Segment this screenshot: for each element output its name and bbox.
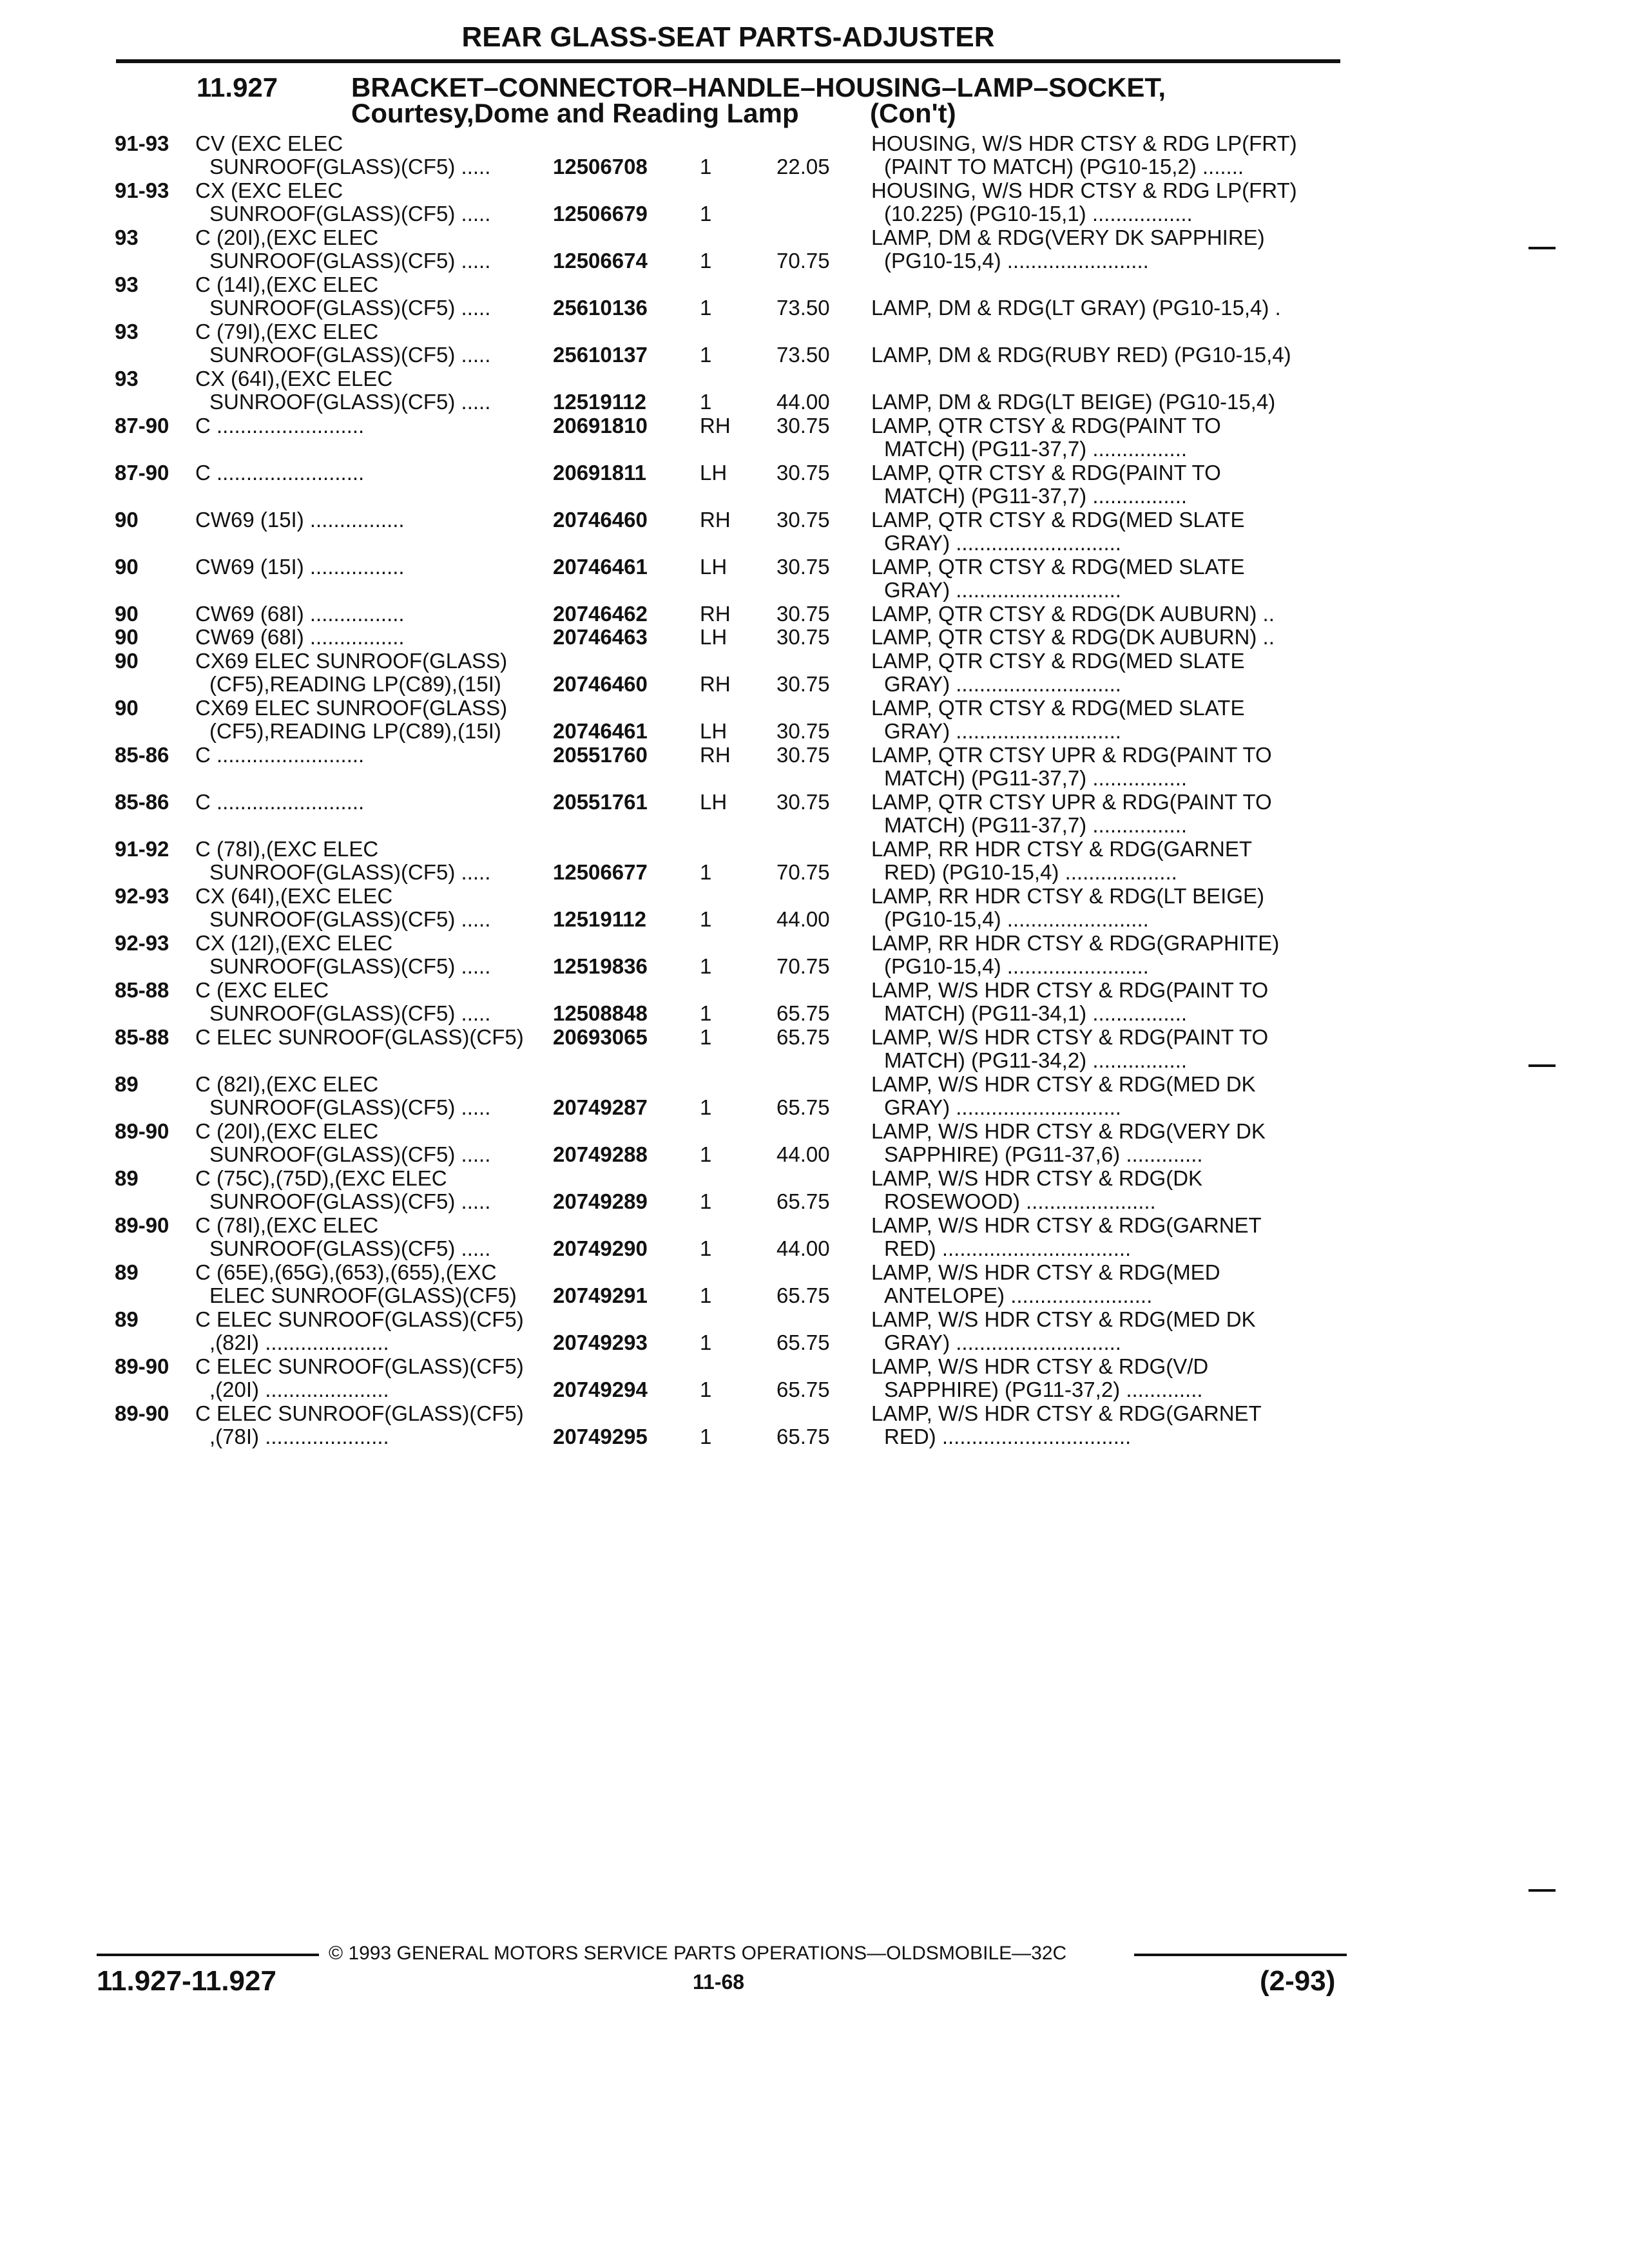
model-application-continued: ,(82I) ..................... xyxy=(209,1331,389,1354)
model-application-continued: SUNROOF(GLASS)(CF5) ..... xyxy=(209,860,491,884)
part-description: LAMP, W/S HDR CTSY & RDG(VERY DK xyxy=(871,1119,1266,1143)
model-year: 90 xyxy=(115,696,139,720)
entry-row-continued xyxy=(0,249,1629,273)
part-description: LAMP, RR HDR CTSY & RDG(GARNET xyxy=(871,837,1253,861)
model-application: CW69 (68I) ................ xyxy=(195,625,405,649)
part-description-continued: MATCH) (PG11-37,7) ................ xyxy=(884,766,1188,790)
model-application: C ELEC SUNROOF(GLASS)(CF5) xyxy=(195,1307,524,1331)
model-year: 85-86 xyxy=(115,790,169,814)
entry-row xyxy=(0,744,1629,767)
part-description-continued: GRAY) ............................ xyxy=(884,578,1121,602)
model-application: CX (64I),(EXC ELEC xyxy=(195,884,393,908)
model-year: 89-90 xyxy=(115,1119,169,1143)
part-description: LAMP, W/S HDR CTSY & RDG(PAINT TO xyxy=(871,978,1269,1002)
quantity: 1 xyxy=(700,390,712,414)
entry-row xyxy=(0,1308,1629,1331)
part-number: 20749295 xyxy=(553,1425,648,1448)
model-year: 89 xyxy=(115,1307,139,1331)
price: 30.75 xyxy=(776,414,830,437)
part-description-continued: GRAY) ............................ xyxy=(884,531,1121,555)
entry-row xyxy=(0,414,1629,437)
part-number: 12508848 xyxy=(553,1001,648,1025)
entry-row-continued xyxy=(0,579,1629,602)
page-header xyxy=(116,19,1340,63)
quantity: 1 xyxy=(700,1378,712,1401)
footer-copyright: © 1993 GENERAL MOTORS SERVICE PARTS OPERATIONS—OLDSMOBILE—32C xyxy=(329,1943,1067,1964)
part-description-continued: GRAY) ............................ xyxy=(884,672,1121,696)
entry-row-continued xyxy=(0,437,1629,461)
part-description: LAMP, W/S HDR CTSY & RDG(DK xyxy=(871,1166,1203,1190)
model-year: 89-90 xyxy=(115,1354,169,1378)
price: 65.75 xyxy=(776,1189,830,1213)
part-description-continued: RED) ................................ xyxy=(884,1425,1132,1448)
section-number: 11.927 xyxy=(197,72,278,102)
part-number: 20693065 xyxy=(553,1025,648,1049)
quantity: RH xyxy=(700,602,731,626)
part-number: 20746462 xyxy=(553,602,648,626)
quantity: 1 xyxy=(700,296,712,320)
entry-row-continued xyxy=(0,1190,1629,1213)
model-year: 85-88 xyxy=(115,1025,169,1049)
entry-row xyxy=(0,932,1629,955)
margin-mark xyxy=(1528,247,1556,249)
entry-row xyxy=(0,838,1629,861)
entry-row xyxy=(0,179,1629,202)
model-application: CX69 ELEC SUNROOF(GLASS) xyxy=(195,696,508,720)
model-application-continued: ,(78I) ..................... xyxy=(209,1425,389,1448)
model-year: 90 xyxy=(115,625,139,649)
part-number: 12506674 xyxy=(553,249,648,273)
quantity: RH xyxy=(700,672,731,696)
model-application: C (78I),(EXC ELEC xyxy=(195,837,379,861)
part-description: HOUSING, W/S HDR CTSY & RDG LP(FRT) xyxy=(871,178,1297,202)
entry-row-continued xyxy=(0,155,1629,178)
page-title: REAR GLASS-SEAT PARTS-ADJUSTER xyxy=(461,21,995,53)
model-year: 93 xyxy=(115,320,139,343)
quantity: 1 xyxy=(700,1236,712,1260)
quantity: LH xyxy=(700,790,728,814)
model-application: C (75C),(75D),(EXC ELEC xyxy=(195,1166,447,1190)
part-number: 20749287 xyxy=(553,1095,648,1119)
model-year: 91-93 xyxy=(115,178,169,202)
quantity: 1 xyxy=(700,860,712,884)
part-description-continued: (10.225) (PG10-15,1) ................. xyxy=(884,202,1193,226)
price: 30.75 xyxy=(776,461,830,485)
model-application-continued: SUNROOF(GLASS)(CF5) ..... xyxy=(209,390,491,414)
part-description: LAMP, QTR CTSY & RDG(DK AUBURN) .. xyxy=(871,602,1275,626)
part-description: LAMP, W/S HDR CTSY & RDG(GARNET xyxy=(871,1213,1262,1237)
model-application: C (14I),(EXC ELEC xyxy=(195,273,379,296)
model-application-continued: SUNROOF(GLASS)(CF5) ..... xyxy=(209,1095,491,1119)
part-description-continued: ANTELOPE) ........................ xyxy=(884,1283,1153,1307)
part-description: LAMP, QTR CTSY & RDG(MED SLATE xyxy=(871,508,1245,532)
entry-row xyxy=(0,320,1629,343)
section-title-line2: Courtesy,Dome and Reading Lamp xyxy=(351,98,799,128)
part-description: LAMP, W/S HDR CTSY & RDG(PAINT TO xyxy=(871,1025,1269,1049)
part-description: LAMP, W/S HDR CTSY & RDG(MED DK xyxy=(871,1307,1256,1331)
part-description: LAMP, W/S HDR CTSY & RDG(MED xyxy=(871,1260,1220,1284)
model-application: C ......................... xyxy=(195,790,365,814)
price: 65.75 xyxy=(776,1095,830,1119)
quantity: RH xyxy=(700,508,731,532)
quantity: 1 xyxy=(700,1142,712,1166)
entry-row xyxy=(0,1214,1629,1237)
quantity: LH xyxy=(700,625,728,649)
part-number: 20746463 xyxy=(553,625,648,649)
model-year: 93 xyxy=(115,226,139,249)
part-description-continued: MATCH) (PG11-34,2) ................ xyxy=(884,1048,1188,1072)
part-number: 20749294 xyxy=(553,1378,648,1401)
model-application: CX69 ELEC SUNROOF(GLASS) xyxy=(195,649,508,673)
model-year: 90 xyxy=(115,555,139,579)
model-application-continued: SUNROOF(GLASS)(CF5) ..... xyxy=(209,1189,491,1213)
footer-rule-right xyxy=(1134,1954,1347,1956)
part-number: 20749289 xyxy=(553,1189,648,1213)
part-description: LAMP, QTR CTSY & RDG(DK AUBURN) .. xyxy=(871,625,1275,649)
entry-row xyxy=(0,649,1629,673)
price: 65.75 xyxy=(776,1283,830,1307)
model-application: C ......................... xyxy=(195,743,365,767)
price: 30.75 xyxy=(776,555,830,579)
model-application-continued: SUNROOF(GLASS)(CF5) ..... xyxy=(209,249,491,273)
model-year: 89-90 xyxy=(115,1213,169,1237)
model-application-continued: SUNROOF(GLASS)(CF5) ..... xyxy=(209,1001,491,1025)
model-application: CX (64I),(EXC ELEC xyxy=(195,367,393,390)
model-application-continued: SUNROOF(GLASS)(CF5) ..... xyxy=(209,1142,491,1166)
price: 65.75 xyxy=(776,1001,830,1025)
entry-row xyxy=(0,979,1629,1002)
quantity: RH xyxy=(700,743,731,767)
footer-section-range: 11.927-11.927 xyxy=(97,1965,276,1997)
model-application-continued: (CF5),READING LP(C89),(15I) xyxy=(209,672,501,696)
entry-row xyxy=(0,226,1629,249)
price: 73.50 xyxy=(776,343,830,367)
entry-row xyxy=(0,555,1629,579)
part-description-continued: LAMP, DM & RDG(LT GRAY) (PG10-15,4) . xyxy=(871,296,1281,320)
model-application: C ......................... xyxy=(195,461,365,485)
model-year: 85-88 xyxy=(115,978,169,1002)
quantity: 1 xyxy=(700,1425,712,1448)
entry-row-continued xyxy=(0,1049,1629,1072)
quantity: LH xyxy=(700,461,728,485)
price: 70.75 xyxy=(776,860,830,884)
part-number: 20749290 xyxy=(553,1236,648,1260)
entry-row xyxy=(0,461,1629,485)
part-number: 20749288 xyxy=(553,1142,648,1166)
price: 70.75 xyxy=(776,954,830,978)
quantity: 1 xyxy=(700,202,712,226)
model-year: 87-90 xyxy=(115,461,169,485)
entry-row xyxy=(0,367,1629,390)
entry-row xyxy=(0,602,1629,626)
entry-row xyxy=(0,697,1629,720)
model-application: C (65E),(65G),(653),(655),(EXC xyxy=(195,1260,497,1284)
quantity: 1 xyxy=(700,343,712,367)
model-year: 91-93 xyxy=(115,131,169,155)
row-spacer xyxy=(0,1448,1629,1449)
model-application: C (79I),(EXC ELEC xyxy=(195,320,379,343)
quantity: 1 xyxy=(700,907,712,931)
entry-row-continued xyxy=(0,532,1629,555)
model-year: 92-93 xyxy=(115,931,169,955)
part-number: 20746461 xyxy=(553,555,648,579)
part-description-continued: (PAINT TO MATCH) (PG10-15,2) ....... xyxy=(884,155,1244,178)
model-year: 93 xyxy=(115,367,139,390)
part-description: LAMP, RR HDR CTSY & RDG(GRAPHITE) xyxy=(871,931,1280,955)
part-description: LAMP, QTR CTSY & RDG(MED SLATE xyxy=(871,696,1245,720)
entry-row-continued xyxy=(0,955,1629,978)
quantity: 1 xyxy=(700,1189,712,1213)
model-year: 91-92 xyxy=(115,837,169,861)
parts-list xyxy=(0,132,1629,1449)
part-number: 25610137 xyxy=(553,343,648,367)
price: 30.75 xyxy=(776,602,830,626)
part-description-continued: LAMP, DM & RDG(LT BEIGE) (PG10-15,4) xyxy=(871,390,1276,414)
model-application-continued: SUNROOF(GLASS)(CF5) ..... xyxy=(209,907,491,931)
model-year: 90 xyxy=(115,508,139,532)
price: 65.75 xyxy=(776,1425,830,1448)
model-application: C (20I),(EXC ELEC xyxy=(195,1119,379,1143)
model-application: C ......................... xyxy=(195,414,365,437)
quantity: 1 xyxy=(700,155,712,178)
part-number: 25610136 xyxy=(553,296,648,320)
part-description-continued: (PG10-15,4) ........................ xyxy=(884,954,1149,978)
part-description-continued: SAPPHIRE) (PG11-37,2) ............. xyxy=(884,1378,1203,1401)
part-number: 20691811 xyxy=(553,461,647,485)
part-description-continued: SAPPHIRE) (PG11-37,6) ............. xyxy=(884,1142,1203,1166)
part-number: 20749291 xyxy=(553,1283,648,1307)
part-description: LAMP, W/S HDR CTSY & RDG(MED DK xyxy=(871,1072,1256,1096)
model-year: 89 xyxy=(115,1260,139,1284)
model-year: 89-90 xyxy=(115,1401,169,1425)
part-description: LAMP, QTR CTSY & RDG(MED SLATE xyxy=(871,555,1245,579)
model-application: C ELEC SUNROOF(GLASS)(CF5) xyxy=(195,1401,524,1425)
part-description-continued: LAMP, DM & RDG(RUBY RED) (PG10-15,4) xyxy=(871,343,1291,367)
part-description: LAMP, W/S HDR CTSY & RDG(GARNET xyxy=(871,1401,1262,1425)
model-application-continued: SUNROOF(GLASS)(CF5) ..... xyxy=(209,343,491,367)
price: 30.75 xyxy=(776,672,830,696)
part-description: LAMP, QTR CTSY UPR & RDG(PAINT TO xyxy=(871,743,1272,767)
footer-rule-left xyxy=(97,1954,319,1956)
model-application: C (20I),(EXC ELEC xyxy=(195,226,379,249)
entry-row xyxy=(0,791,1629,814)
footer-page-number: 11-68 xyxy=(693,1970,745,1994)
part-description-continued: GRAY) ............................ xyxy=(884,1331,1121,1354)
part-number: 20551760 xyxy=(553,743,648,767)
model-year: 93 xyxy=(115,273,139,296)
price: 44.00 xyxy=(776,1142,830,1166)
price: 30.75 xyxy=(776,508,830,532)
part-description-continued: MATCH) (PG11-37,7) ................ xyxy=(884,484,1188,508)
model-application: C ELEC SUNROOF(GLASS)(CF5) xyxy=(195,1354,524,1378)
model-application-continued: ELEC SUNROOF(GLASS)(CF5) xyxy=(209,1283,517,1307)
part-description: LAMP, QTR CTSY UPR & RDG(PAINT TO xyxy=(871,790,1272,814)
price: 22.05 xyxy=(776,155,830,178)
part-description: LAMP, DM & RDG(VERY DK SAPPHIRE) xyxy=(871,226,1265,249)
price: 30.75 xyxy=(776,625,830,649)
part-description-continued: GRAY) ............................ xyxy=(884,1095,1121,1119)
quantity: LH xyxy=(700,555,728,579)
part-number: 20691810 xyxy=(553,414,648,437)
entry-row xyxy=(0,1261,1629,1284)
entry-row xyxy=(0,1355,1629,1378)
entry-row-continued xyxy=(0,485,1629,508)
model-year: 85-86 xyxy=(115,743,169,767)
part-number: 20746460 xyxy=(553,672,648,696)
entry-row xyxy=(0,1167,1629,1190)
part-description-continued: RED) ................................ xyxy=(884,1236,1132,1260)
price: 65.75 xyxy=(776,1331,830,1354)
quantity: 1 xyxy=(700,954,712,978)
model-application-continued: SUNROOF(GLASS)(CF5) ..... xyxy=(209,954,491,978)
part-description-continued: (PG10-15,4) ........................ xyxy=(884,907,1149,931)
entry-row-continued xyxy=(0,767,1629,790)
section-title-line1: BRACKET–CONNECTOR–HANDLE–HOUSING–LAMP–SOCKET, xyxy=(351,72,1166,102)
entry-row-continued xyxy=(0,814,1629,837)
entry-row-continued xyxy=(0,390,1629,414)
part-number: 12506677 xyxy=(553,860,648,884)
model-application: CW69 (15I) ................ xyxy=(195,508,405,532)
price: 30.75 xyxy=(776,743,830,767)
part-number: 20749293 xyxy=(553,1331,648,1354)
quantity: LH xyxy=(700,719,728,743)
entry-row xyxy=(0,1026,1629,1049)
price: 44.00 xyxy=(776,907,830,931)
entry-row xyxy=(0,1402,1629,1425)
entry-row xyxy=(0,1120,1629,1143)
part-number: 20551761 xyxy=(553,790,648,814)
price: 73.50 xyxy=(776,296,830,320)
part-number: 12519112 xyxy=(553,390,647,414)
quantity: 1 xyxy=(700,1283,712,1307)
entry-row-continued xyxy=(0,1237,1629,1260)
quantity: 1 xyxy=(700,1001,712,1025)
part-description-continued: (PG10-15,4) ........................ xyxy=(884,249,1149,273)
part-description-continued: ROSEWOOD) ...................... xyxy=(884,1189,1156,1213)
price: 44.00 xyxy=(776,1236,830,1260)
part-number: 12506679 xyxy=(553,202,648,226)
model-application: CX (12I),(EXC ELEC xyxy=(195,931,393,955)
part-description: LAMP, RR HDR CTSY & RDG(LT BEIGE) xyxy=(871,884,1265,908)
model-application: CW69 (68I) ................ xyxy=(195,602,405,626)
model-application: CW69 (15I) ................ xyxy=(195,555,405,579)
section-continued: (Con't) xyxy=(870,98,956,128)
quantity: RH xyxy=(700,414,731,437)
model-application: CX (EXC ELEC xyxy=(195,178,343,202)
entry-row-continued xyxy=(0,1143,1629,1166)
entry-row-continued xyxy=(0,1002,1629,1025)
entry-row xyxy=(0,1073,1629,1096)
part-number: 12519836 xyxy=(553,954,648,978)
part-description-continued: GRAY) ............................ xyxy=(884,719,1121,743)
price: 65.75 xyxy=(776,1378,830,1401)
model-year: 87-90 xyxy=(115,414,169,437)
header-rule xyxy=(116,59,1340,63)
entry-row-continued xyxy=(0,908,1629,931)
part-description: LAMP, QTR CTSY & RDG(PAINT TO xyxy=(871,414,1221,437)
model-application: C ELEC SUNROOF(GLASS)(CF5) xyxy=(195,1025,524,1049)
entry-row xyxy=(0,885,1629,908)
model-application-continued: ,(20I) ..................... xyxy=(209,1378,389,1401)
entry-row-continued xyxy=(0,1378,1629,1401)
entry-row-continued xyxy=(0,296,1629,320)
model-application: C (82I),(EXC ELEC xyxy=(195,1072,379,1096)
quantity: 1 xyxy=(700,249,712,273)
entry-row xyxy=(0,132,1629,155)
price: 65.75 xyxy=(776,1025,830,1049)
entry-row-continued xyxy=(0,1284,1629,1307)
model-year: 92-93 xyxy=(115,884,169,908)
part-number: 12519112 xyxy=(553,907,647,931)
margin-mark xyxy=(1528,1889,1556,1892)
model-application-continued: SUNROOF(GLASS)(CF5) ..... xyxy=(209,1236,491,1260)
price: 70.75 xyxy=(776,249,830,273)
model-application: CV (EXC ELEC xyxy=(195,131,343,155)
entry-row xyxy=(0,626,1629,649)
part-description-continued: MATCH) (PG11-37,7) ................ xyxy=(884,437,1188,461)
part-number: 20746461 xyxy=(553,719,648,743)
price: 30.75 xyxy=(776,719,830,743)
entry-row-continued xyxy=(0,1096,1629,1119)
part-description: LAMP, W/S HDR CTSY & RDG(V/D xyxy=(871,1354,1209,1378)
quantity: 1 xyxy=(700,1095,712,1119)
part-description-continued: MATCH) (PG11-34,1) ................ xyxy=(884,1001,1188,1025)
part-number: 12506708 xyxy=(553,155,648,178)
entry-row-continued xyxy=(0,673,1629,696)
model-application-continued: SUNROOF(GLASS)(CF5) ..... xyxy=(209,155,491,178)
price: 44.00 xyxy=(776,390,830,414)
model-application: C (EXC ELEC xyxy=(195,978,329,1002)
part-number: 20746460 xyxy=(553,508,648,532)
part-description-continued: RED) (PG10-15,4) ................... xyxy=(884,860,1177,884)
part-description-continued: MATCH) (PG11-37,7) ................ xyxy=(884,813,1188,837)
quantity: 1 xyxy=(700,1025,712,1049)
entry-row-continued xyxy=(0,1331,1629,1354)
entry-row xyxy=(0,508,1629,532)
model-application-continued: SUNROOF(GLASS)(CF5) ..... xyxy=(209,296,491,320)
price: 30.75 xyxy=(776,790,830,814)
model-application: C (78I),(EXC ELEC xyxy=(195,1213,379,1237)
entry-row-continued xyxy=(0,1425,1629,1448)
part-description: LAMP, QTR CTSY & RDG(PAINT TO xyxy=(871,461,1221,485)
quantity: 1 xyxy=(700,1331,712,1354)
entry-row xyxy=(0,273,1629,296)
model-year: 89 xyxy=(115,1072,139,1096)
entry-row-continued xyxy=(0,861,1629,884)
model-year: 90 xyxy=(115,649,139,673)
model-year: 89 xyxy=(115,1166,139,1190)
part-description: LAMP, QTR CTSY & RDG(MED SLATE xyxy=(871,649,1245,673)
model-application-continued: SUNROOF(GLASS)(CF5) ..... xyxy=(209,202,491,226)
footer-revision: (2-93) xyxy=(1260,1965,1336,1997)
entry-row-continued xyxy=(0,343,1629,367)
entry-row-continued xyxy=(0,202,1629,226)
part-description: HOUSING, W/S HDR CTSY & RDG LP(FRT) xyxy=(871,131,1297,155)
model-year: 90 xyxy=(115,602,139,626)
model-application-continued: (CF5),READING LP(C89),(15I) xyxy=(209,719,501,743)
margin-mark xyxy=(1528,1064,1556,1067)
entry-row-continued xyxy=(0,720,1629,743)
